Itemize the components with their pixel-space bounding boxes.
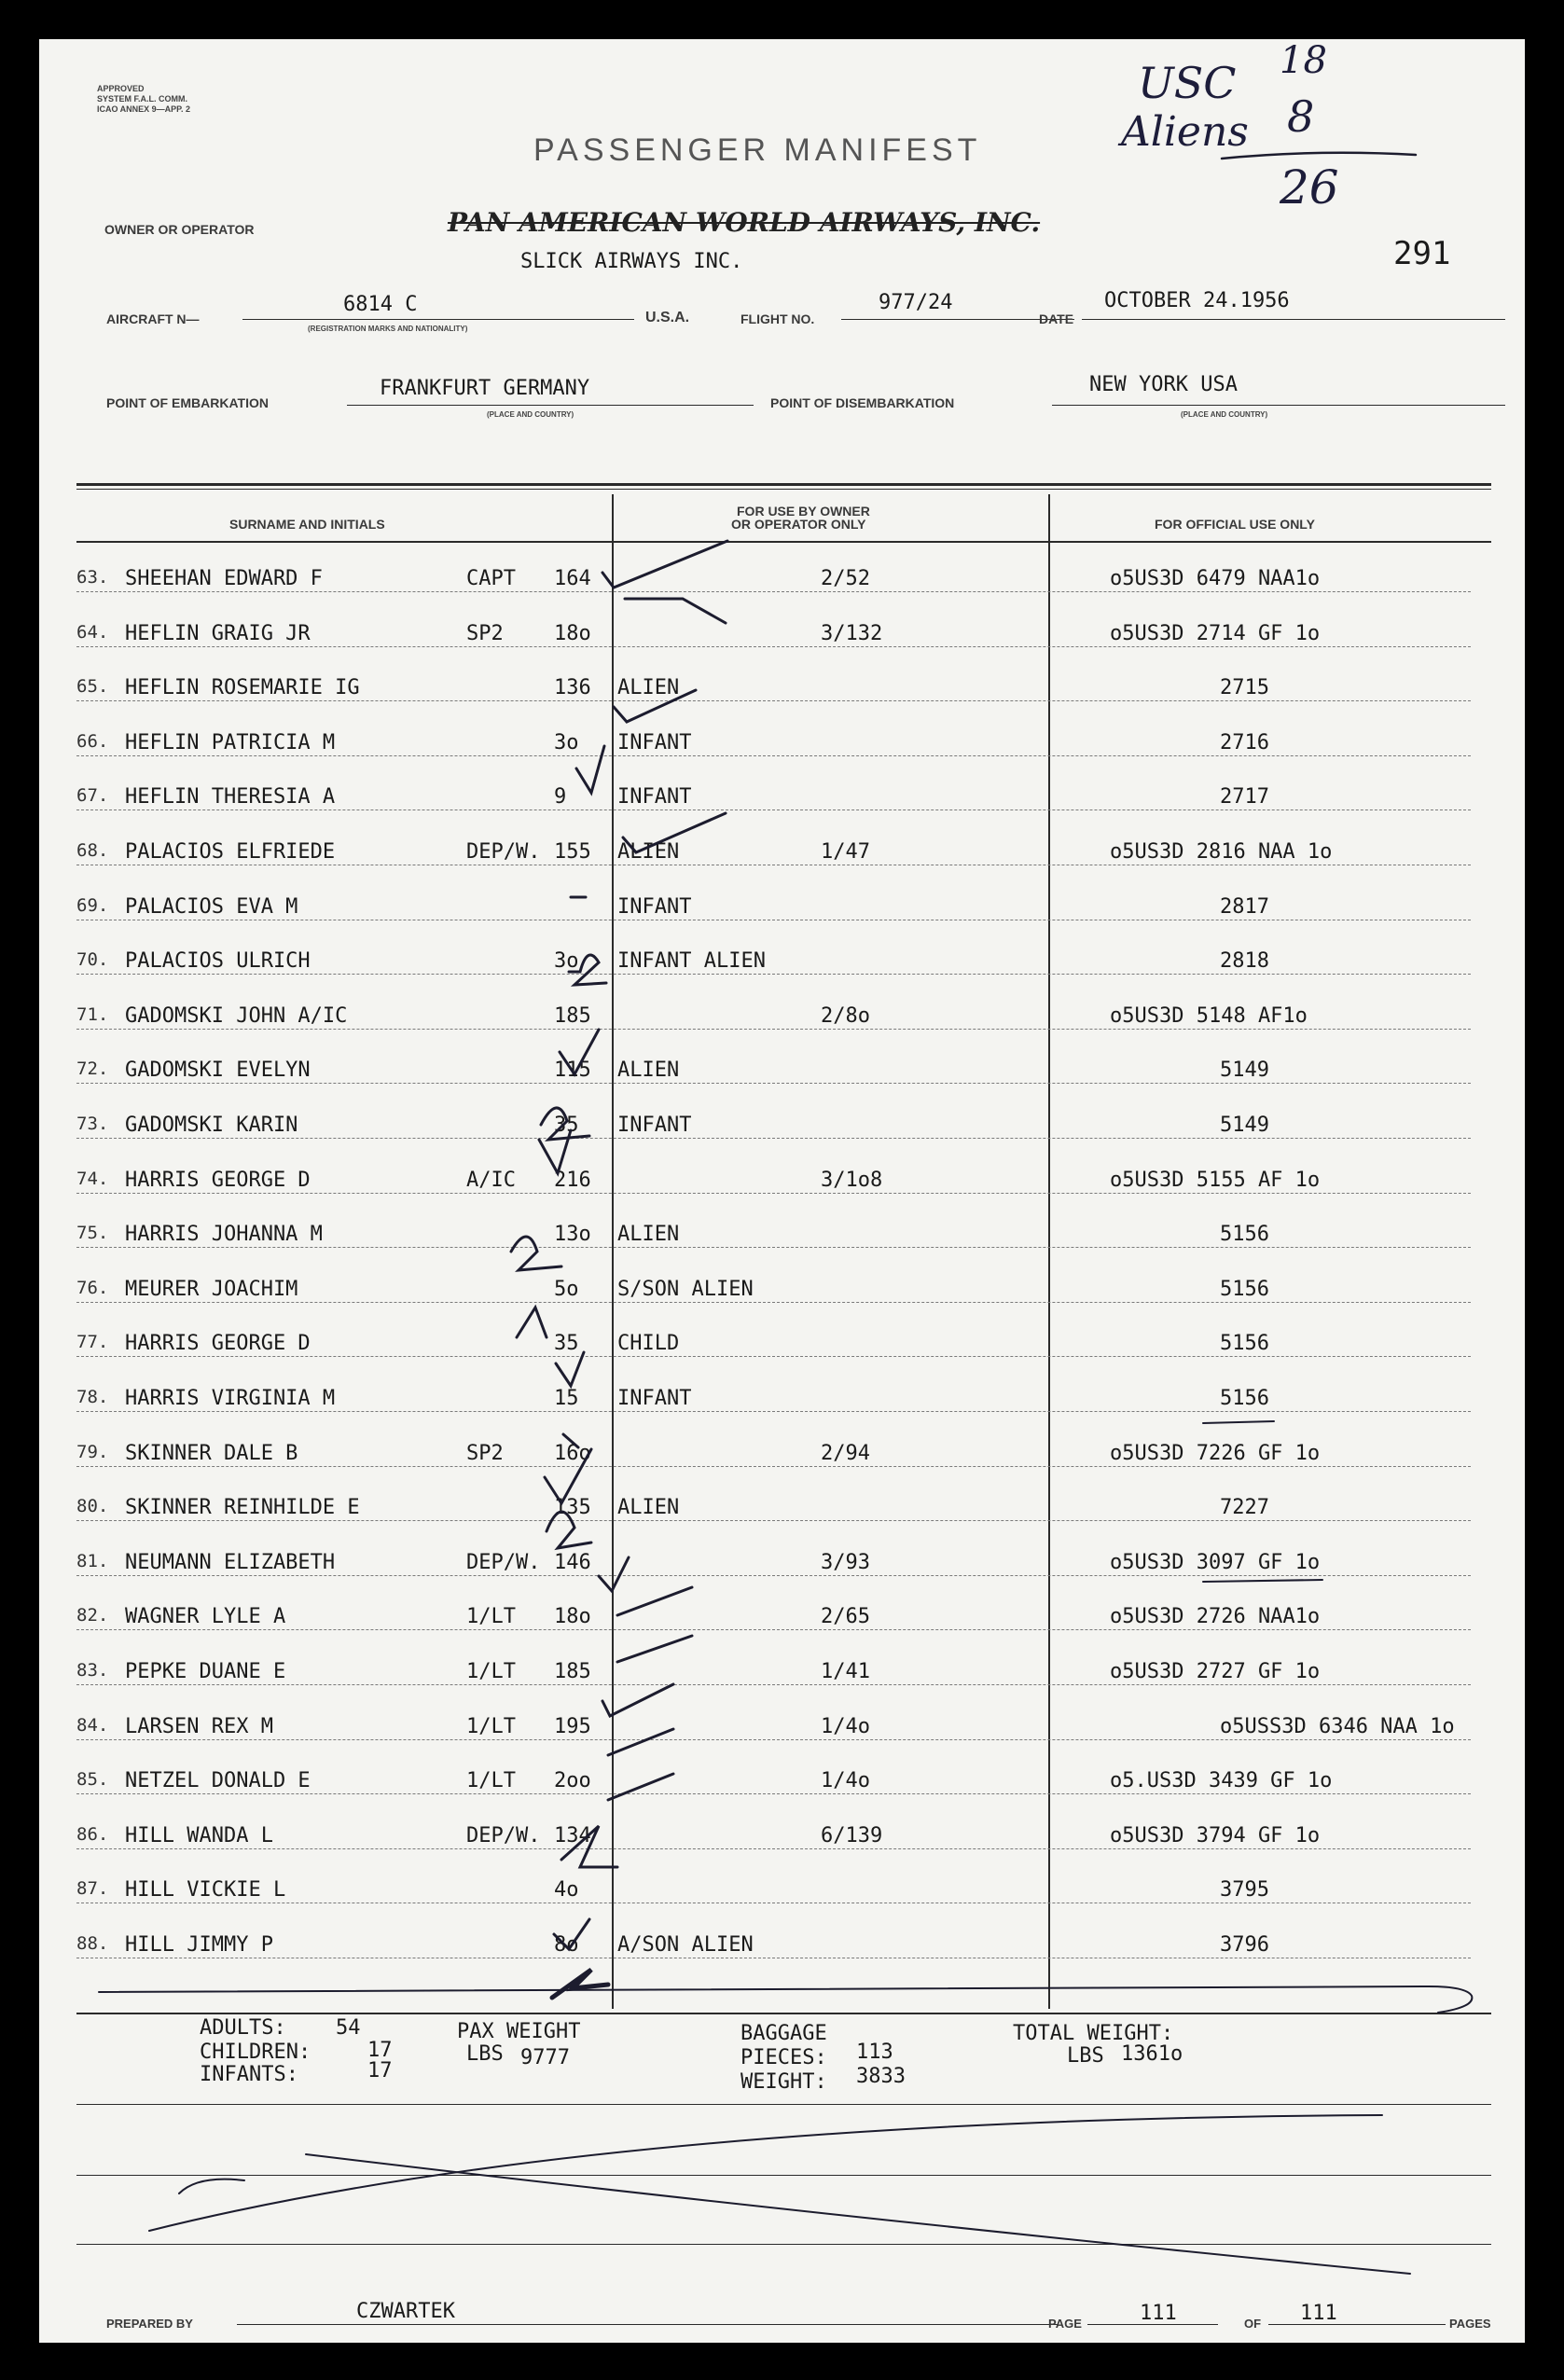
initial-mark (541, 1108, 589, 1140)
row-number: 86. (76, 1823, 109, 1845)
official-code: o5US3D 5155 AF 1o (1110, 1168, 1321, 1192)
row-number: 77. (76, 1332, 109, 1353)
strike-mark (1203, 1580, 1322, 1582)
passenger-weight: 35 (554, 1114, 579, 1137)
passenger-weight: 9 (554, 785, 567, 809)
passenger-weight: 5o (554, 1277, 579, 1301)
row-number: 74. (76, 1168, 109, 1189)
flight-label: FLIGHT NO. (740, 311, 815, 326)
embarkation-sublabel: (PLACE AND COUNTRY) (487, 410, 574, 419)
check-mark (608, 1774, 673, 1800)
passenger-grade: DEP/W. (466, 840, 541, 864)
row-number: 81. (76, 1550, 109, 1571)
disembarkation-label: POINT OF DISEMBARKATION (770, 395, 955, 410)
passenger-status: INFANT (617, 1387, 692, 1410)
passenger-weight: 16o (554, 1441, 591, 1465)
official-code: 3796 (1220, 1933, 1269, 1957)
baggage-pieces-weight: 3/1o8 (821, 1168, 883, 1192)
passenger-name: NEUMANN ELIZABETH (125, 1550, 336, 1574)
prepared-by-value: CZWARTEK (356, 2300, 455, 2323)
passenger-name: PALACIOS ULRICH (125, 949, 311, 974)
passenger-status: INFANT (617, 1114, 692, 1137)
passenger-grade: 1/LT (466, 1605, 516, 1629)
official-code: 2715 (1220, 676, 1269, 700)
owner-label: OWNER OR OPERATOR (104, 222, 255, 237)
page-number-stamp: 291 (1393, 235, 1451, 272)
official-code: o5US3D 6479 NAA1o (1110, 567, 1321, 590)
passenger-status: ALIEN (617, 1223, 680, 1247)
baggage-pieces-weight: 3/132 (821, 621, 883, 645)
row-number: 87. (76, 1878, 109, 1900)
passenger-weight: 4o (554, 1878, 579, 1903)
passenger-weight: 18o (554, 621, 591, 645)
row-number: 79. (76, 1441, 109, 1462)
flight-value: 977/24 (879, 291, 953, 314)
passenger-grade: CAPT (466, 567, 516, 590)
baggage-pieces-weight: 1/47 (821, 840, 870, 864)
passenger-status: INFANT (617, 785, 692, 809)
cancel-line (179, 2179, 244, 2193)
passenger-status: ALIEN (617, 840, 680, 864)
approval-stamp-line3: ICAO ANNEX 9—APP. 2 (97, 104, 191, 114)
official-code: 5149 (1220, 1059, 1269, 1083)
passenger-name: PALACIOS ELFRIEDE (125, 840, 336, 864)
row-number: 83. (76, 1660, 109, 1681)
passenger-name: HEFLIN GRAIG JR (125, 621, 311, 645)
date-label: DATE (1039, 311, 1074, 326)
baggage-weight-value: 3833 (856, 2065, 906, 2088)
row-number: 66. (76, 730, 109, 752)
row-number: 63. (76, 567, 109, 588)
passenger-name: PALACIOS EVA M (125, 894, 298, 919)
children-value: 17 (367, 2039, 393, 2062)
handwritten-26: 26 (1280, 160, 1339, 214)
baggage-pieces-weight: 3/93 (821, 1550, 870, 1574)
embarkation-value: FRANKFURT GERMANY (380, 377, 590, 400)
strike-mark (1203, 1421, 1274, 1423)
passenger-weight: 134 (554, 1823, 591, 1847)
passenger-weight: 3o (554, 730, 579, 754)
disembarkation-sublabel: (PLACE AND COUNTRY) (1181, 410, 1268, 419)
passenger-name: HILL JIMMY P (125, 1933, 273, 1957)
check-mark (545, 1449, 591, 1503)
row-number: 88. (76, 1933, 109, 1954)
passenger-name: NETZEL DONALD E (125, 1769, 311, 1793)
owner-struck-name: PAN AMERICAN WORLD AIRWAYS, INC. (448, 207, 1041, 238)
form-title: PASSENGER MANIFEST (533, 132, 982, 168)
passenger-weight: 3o (554, 949, 579, 974)
passenger-name: MEURER JOACHIM (125, 1277, 298, 1301)
handwritten-fraction-line (1222, 153, 1416, 159)
passenger-weight: 164 (554, 567, 591, 590)
children-label: CHILDREN: (200, 2041, 311, 2064)
passenger-weight: 15 (554, 1387, 579, 1410)
official-code: 5156 (1220, 1332, 1269, 1356)
passenger-weight: 35 (554, 1332, 579, 1356)
baggage-pieces-weight: 1/41 (821, 1660, 870, 1683)
passenger-name: SKINNER DALE B (125, 1441, 298, 1465)
embarkation-label: POINT OF EMBARKATION (106, 395, 269, 410)
check-mark (599, 1557, 629, 1591)
initial-mark (511, 1237, 561, 1270)
usa-label: U.S.A. (645, 310, 690, 325)
total-weight-value: 1361o (1121, 2042, 1183, 2066)
adults-value: 54 (336, 2016, 361, 2040)
official-code: 3795 (1220, 1878, 1269, 1903)
passenger-name: HARRIS JOHANNA M (125, 1223, 323, 1247)
passenger-grade: DEP/W. (466, 1823, 541, 1847)
passenger-name: HILL WANDA L (125, 1823, 273, 1847)
aircraft-label: AIRCRAFT N— (106, 311, 200, 326)
prepared-by-label: PREPARED BY (106, 2317, 193, 2331)
pax-weight-lbs: LBS (466, 2042, 504, 2066)
official-code: 5149 (1220, 1114, 1269, 1137)
pax-weight-value: 9777 (520, 2046, 570, 2069)
handwritten-usc: USC (1138, 58, 1237, 108)
of-label: OF (1244, 2317, 1262, 2331)
row-number: 71. (76, 1003, 109, 1025)
col-header-surname: SURNAME AND INITIALS (229, 517, 385, 532)
cancel-line (306, 2154, 1410, 2274)
passenger-name: HARRIS VIRGINIA M (125, 1387, 336, 1410)
baggage-weight-label: WEIGHT: (740, 2070, 827, 2094)
check-mark (563, 1434, 578, 1447)
passenger-grade: SP2 (466, 621, 504, 645)
passenger-weight: 216 (554, 1168, 591, 1192)
official-code: o5US3D 2727 GF 1o (1110, 1660, 1321, 1683)
baggage-pieces-weight: 2/94 (821, 1441, 870, 1465)
check-mark (602, 1684, 673, 1716)
check-mark (554, 1919, 589, 1949)
row-number: 65. (76, 676, 109, 698)
row-number: 73. (76, 1114, 109, 1134)
official-code: 7227 (1220, 1496, 1269, 1520)
pieces-label: PIECES: (740, 2046, 827, 2069)
row-number: 78. (76, 1387, 109, 1407)
passenger-name: GADOMSKI EVELYN (125, 1059, 311, 1083)
passenger-weight: 185 (554, 1003, 591, 1028)
official-code: o5US3D 2816 NAA 1o (1110, 840, 1333, 864)
passenger-name: HEFLIN THERESIA A (125, 785, 336, 809)
initial-mark (517, 1308, 547, 1337)
baggage-pieces-weight: 1/4o (821, 1714, 870, 1738)
passenger-name: WAGNER LYLE A (125, 1605, 286, 1629)
passenger-name: PEPKE DUANE E (125, 1660, 286, 1683)
official-code: 5156 (1220, 1277, 1269, 1301)
official-code: 5156 (1220, 1387, 1269, 1410)
check-mark (617, 1587, 692, 1615)
date-value: OCTOBER 24.1956 (1104, 289, 1290, 312)
passenger-name: HEFLIN PATRICIA M (125, 730, 336, 754)
check-mark (614, 690, 696, 722)
passenger-grade: 1/LT (466, 1714, 516, 1738)
row-number: 68. (76, 840, 109, 861)
passenger-weight: 135 (554, 1496, 591, 1520)
passenger-status: A/SON ALIEN (617, 1933, 754, 1957)
passenger-name: SHEEHAN EDWARD F (125, 567, 323, 590)
passenger-name: LARSEN REX M (125, 1714, 273, 1738)
passenger-name: GADOMSKI JOHN A/IC (125, 1003, 348, 1028)
passenger-name: HILL VICKIE L (125, 1878, 286, 1903)
passenger-name: HARRIS GEORGE D (125, 1332, 311, 1356)
total-weight-lbs: LBS (1067, 2044, 1104, 2068)
disembarkation-value: NEW YORK USA (1089, 373, 1238, 396)
row-number: 70. (76, 949, 109, 971)
official-code: o5US3D 3097 GF 1o (1110, 1550, 1321, 1574)
row-number: 67. (76, 785, 109, 807)
passenger-name: HARRIS GEORGE D (125, 1168, 311, 1192)
passenger-grade: A/IC (466, 1168, 516, 1192)
passenger-weight: 155 (554, 840, 591, 864)
passenger-status: ALIEN (617, 1496, 680, 1520)
infants-label: INFANTS: (200, 2063, 298, 2086)
check-mark (556, 1352, 584, 1386)
initial-mark (552, 1970, 608, 1998)
passenger-weight: 2oo (554, 1769, 591, 1793)
approval-stamp-line1: APPROVED (97, 84, 145, 93)
row-number: 84. (76, 1714, 109, 1736)
passenger-name: GADOMSKI KARIN (125, 1114, 298, 1137)
row-number: 64. (76, 621, 109, 643)
initial-mark (569, 955, 606, 985)
baggage-pieces-weight: 2/65 (821, 1605, 870, 1629)
infants-value: 17 (367, 2059, 393, 2082)
official-code: o5.US3D 3439 GF 1o (1110, 1769, 1333, 1793)
passenger-weight: 146 (554, 1550, 591, 1574)
passenger-weight: 136 (554, 676, 591, 700)
total-weight-label: TOTAL WEIGHT: (1013, 2022, 1174, 2045)
passenger-status: S/SON ALIEN (617, 1277, 754, 1301)
aircraft-value: 6814 C (343, 293, 418, 316)
official-code: o5US3D 2714 GF 1o (1110, 621, 1321, 645)
official-code: o5USS3D 6346 NAA 1o (1220, 1714, 1455, 1738)
row-number: 76. (76, 1277, 109, 1298)
official-code: o5US3D 3794 GF 1o (1110, 1823, 1321, 1847)
passenger-grade: SP2 (466, 1441, 504, 1465)
passenger-weight: 115 (554, 1059, 591, 1083)
handwritten-8: 8 (1287, 91, 1315, 142)
passenger-weight: 8o (554, 1933, 579, 1957)
passenger-status: INFANT (617, 894, 692, 919)
row-number: 69. (76, 894, 109, 916)
passenger-weight: 13o (554, 1223, 591, 1247)
approval-stamp-line2: SYSTEM F.A.L. COMM. (97, 94, 188, 104)
closing-line (99, 1986, 1472, 2013)
check-mark (625, 599, 726, 623)
baggage-pieces-weight: 6/139 (821, 1823, 883, 1847)
baggage-pieces-weight: 2/52 (821, 567, 870, 590)
check-mark (623, 813, 726, 852)
initial-mark (561, 1826, 617, 1867)
passenger-weight: 185 (554, 1660, 591, 1683)
col-header-owner-line1: FOR USE BY OWNER (737, 504, 870, 519)
check-mark (617, 1636, 692, 1662)
page-label: PAGE (1048, 2317, 1082, 2331)
check-mark (608, 1729, 673, 1755)
passenger-name: HEFLIN ROSEMARIE IG (125, 676, 360, 700)
of-value: 111 (1300, 2302, 1337, 2325)
official-code: 2717 (1220, 785, 1269, 809)
row-number: 82. (76, 1605, 109, 1626)
adults-label: ADULTS: (200, 2016, 286, 2040)
official-code: 2817 (1220, 894, 1269, 919)
passenger-grade: 1/LT (466, 1769, 516, 1793)
passenger-name: SKINNER REINHILDE E (125, 1496, 360, 1520)
pencil-marks-overlay (39, 39, 1525, 2343)
official-code: o5US3D 5148 AF1o (1110, 1003, 1308, 1028)
baggage-pieces-weight: 2/8o (821, 1003, 870, 1028)
baggage-label: BAGGAGE (740, 2022, 827, 2045)
cancel-line (149, 2115, 1382, 2231)
passenger-status: CHILD (617, 1332, 680, 1356)
official-code: o5US3D 7226 GF 1o (1110, 1441, 1321, 1465)
col-header-official: FOR OFFICIAL USE ONLY (1155, 517, 1315, 532)
official-code: 5156 (1220, 1223, 1269, 1247)
passenger-weight: 195 (554, 1714, 591, 1738)
col-header-owner-line2: OR OPERATOR ONLY (731, 517, 866, 532)
row-number: 85. (76, 1769, 109, 1791)
passenger-weight: 18o (554, 1605, 591, 1629)
check-mark (576, 746, 604, 793)
official-code: o5US3D 2726 NAA1o (1110, 1605, 1321, 1629)
passenger-grade: 1/LT (466, 1660, 516, 1683)
passenger-grade: DEP/W. (466, 1550, 541, 1574)
row-number: 72. (76, 1059, 109, 1080)
check-mark (602, 541, 727, 588)
pages-label: PAGES (1449, 2317, 1491, 2331)
initial-mark (547, 1512, 591, 1548)
handwritten-18: 18 (1280, 39, 1327, 82)
official-code: 2818 (1220, 949, 1269, 974)
owner-value: SLICK AIRWAYS INC. (520, 250, 743, 273)
row-number: 75. (76, 1223, 109, 1244)
passenger-status: ALIEN (617, 676, 680, 700)
official-code: 2716 (1220, 730, 1269, 754)
passenger-status: INFANT (617, 730, 692, 754)
check-mark (560, 1030, 599, 1074)
handwritten-aliens: Aliens (1121, 108, 1249, 156)
row-number: 80. (76, 1496, 109, 1517)
manifest-sheet (39, 39, 1525, 2343)
pax-weight-label: PAX WEIGHT (457, 2020, 581, 2043)
passenger-status: ALIEN (617, 1059, 680, 1083)
baggage-pieces-weight: 1/4o (821, 1769, 870, 1793)
pieces-value: 113 (856, 2041, 893, 2064)
page-value: 111 (1140, 2302, 1177, 2325)
passenger-status: INFANT ALIEN (617, 949, 766, 974)
aircraft-sublabel: (REGISTRATION MARKS AND NATIONALITY) (308, 325, 468, 333)
